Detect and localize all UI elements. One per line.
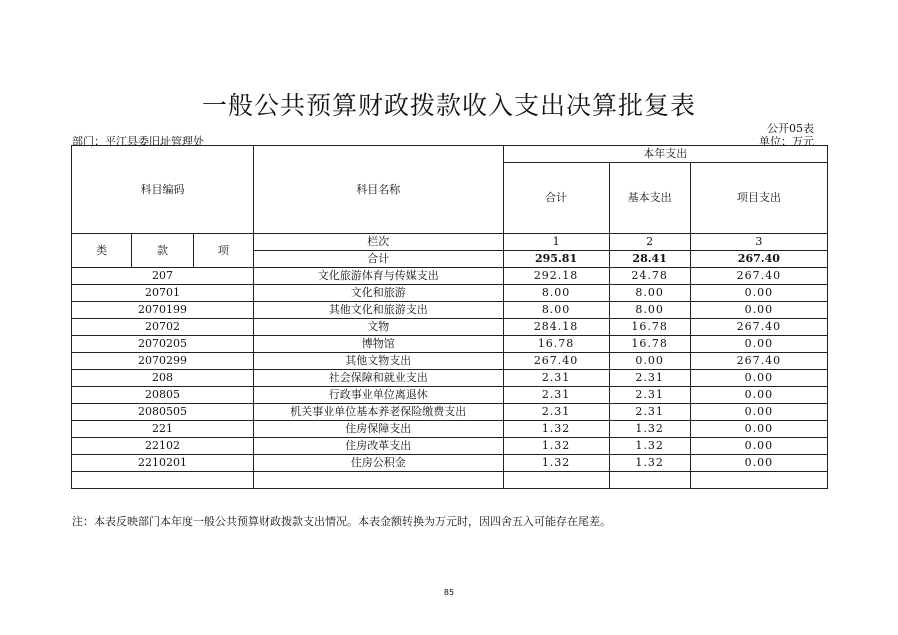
- cell-total: 267.40: [503, 353, 609, 370]
- cell-basic: 0.00: [609, 353, 690, 370]
- cell-code: 2070199: [72, 302, 254, 319]
- cell-project: 0.00: [690, 404, 827, 421]
- cell-code: 221: [72, 421, 254, 438]
- cell-basic: 2.31: [609, 404, 690, 421]
- total-label: 合计: [253, 251, 503, 268]
- cell-code: 20805: [72, 387, 254, 404]
- cell-project: 0.00: [690, 387, 827, 404]
- header-total: 合计: [503, 163, 609, 234]
- cell-total: 1.32: [503, 438, 609, 455]
- cell-total: 284.18: [503, 319, 609, 336]
- cell-code: 20701: [72, 285, 254, 302]
- cell-code: 207: [72, 268, 254, 285]
- cell-basic: 16.78: [609, 336, 690, 353]
- header-basic: 基本支出: [609, 163, 690, 234]
- seq-1: 1: [503, 234, 609, 251]
- table-row: [72, 387, 828, 404]
- cell-code: 208: [72, 370, 254, 387]
- cell-project: 0.00: [690, 421, 827, 438]
- cell-name: 其他文化和旅游支出: [253, 302, 503, 319]
- cell-code: 2070299: [72, 353, 254, 370]
- cell-total: 1.32: [503, 455, 609, 472]
- header-xiang: 项: [193, 234, 253, 268]
- total-project: 267.40: [690, 251, 827, 268]
- header-project: 项目支出: [690, 163, 827, 234]
- cell-total: 2.31: [503, 404, 609, 421]
- cell-project: 0.00: [690, 438, 827, 455]
- table-row: [72, 455, 828, 472]
- form-number: 公开05表: [767, 122, 814, 135]
- header-name: 科目名称: [253, 146, 503, 234]
- cell-basic: 24.78: [609, 268, 690, 285]
- cell-name: 住房保障支出: [253, 421, 503, 438]
- cell-name: 文物: [253, 319, 503, 336]
- footnote: 注：本表反映部门本年度一般公共预算财政拨款支出情况。本表金额转换为万元时，因四舍五入可能存在尾差。: [72, 515, 611, 528]
- page-title: 一般公共预算财政拨款收入支出决算批复表: [201, 91, 696, 120]
- header-code: 科目编码: [72, 146, 254, 234]
- cell-code: 20702: [72, 319, 254, 336]
- empty-cell: [609, 472, 690, 489]
- cell-project: 0.00: [690, 285, 827, 302]
- table-row: [72, 404, 828, 421]
- cell-name: 住房公积金: [253, 455, 503, 472]
- seq-2: 2: [609, 234, 690, 251]
- cell-code: 22102: [72, 438, 254, 455]
- total-sum: 295.81: [503, 251, 609, 268]
- empty-row: [72, 472, 828, 489]
- cell-total: 8.00: [503, 302, 609, 319]
- cell-total: 2.31: [503, 387, 609, 404]
- cell-project: 0.00: [690, 302, 827, 319]
- unit-label: 单位：万元: [759, 135, 814, 148]
- cell-total: 1.32: [503, 421, 609, 438]
- cell-code: 2070205: [72, 336, 254, 353]
- cell-name: 社会保障和就业支出: [253, 370, 503, 387]
- table-row: [72, 421, 828, 438]
- table-row: [72, 370, 828, 387]
- page-number: 85: [443, 588, 455, 597]
- empty-cell: [253, 472, 503, 489]
- cell-basic: 2.31: [609, 370, 690, 387]
- table-row: [72, 285, 828, 302]
- table-row: [72, 302, 828, 319]
- empty-cell: [72, 472, 254, 489]
- cell-name: 住房改革支出: [253, 438, 503, 455]
- cell-name: 机关事业单位基本养老保险缴费支出: [253, 404, 503, 421]
- cell-basic: 1.32: [609, 455, 690, 472]
- header-row-3: [72, 234, 828, 251]
- cell-name: 文化和旅游: [253, 285, 503, 302]
- cell-name: 行政事业单位离退休: [253, 387, 503, 404]
- total-basic: 28.41: [609, 251, 690, 268]
- budget-table: [71, 145, 828, 489]
- header-kuan: 款: [132, 234, 193, 268]
- cell-total: 2.31: [503, 370, 609, 387]
- table-row: [72, 319, 828, 336]
- cell-basic: 8.00: [609, 285, 690, 302]
- seq-3: 3: [690, 234, 827, 251]
- cell-basic: 1.32: [609, 421, 690, 438]
- cell-project: 0.00: [690, 455, 827, 472]
- cell-code: 2210201: [72, 455, 254, 472]
- header-lei: 类: [72, 234, 132, 268]
- table-row: [72, 268, 828, 285]
- table-row: [72, 336, 828, 353]
- cell-name: 其他文物支出: [253, 353, 503, 370]
- cell-code: 2080505: [72, 404, 254, 421]
- cell-project: 267.40: [690, 353, 827, 370]
- cell-basic: 8.00: [609, 302, 690, 319]
- cell-project: 267.40: [690, 268, 827, 285]
- table-row: [72, 438, 828, 455]
- cell-basic: 16.78: [609, 319, 690, 336]
- cell-basic: 1.32: [609, 438, 690, 455]
- cell-name: 文化旅游体育与传媒支出: [253, 268, 503, 285]
- cell-total: 292.18: [503, 268, 609, 285]
- cell-project: 267.40: [690, 319, 827, 336]
- cell-total: 16.78: [503, 336, 609, 353]
- cell-basic: 2.31: [609, 387, 690, 404]
- cell-project: 0.00: [690, 336, 827, 353]
- header-current-year: 本年支出: [503, 146, 827, 163]
- table-row: [72, 353, 828, 370]
- cell-project: 0.00: [690, 370, 827, 387]
- header-column-seq: 栏次: [253, 234, 503, 251]
- empty-cell: [690, 472, 827, 489]
- department-label: 部门：平江县委旧址管理处: [72, 135, 204, 148]
- header-row-1: [72, 146, 828, 163]
- empty-cell: [503, 472, 609, 489]
- cell-total: 8.00: [503, 285, 609, 302]
- cell-name: 博物馆: [253, 336, 503, 353]
